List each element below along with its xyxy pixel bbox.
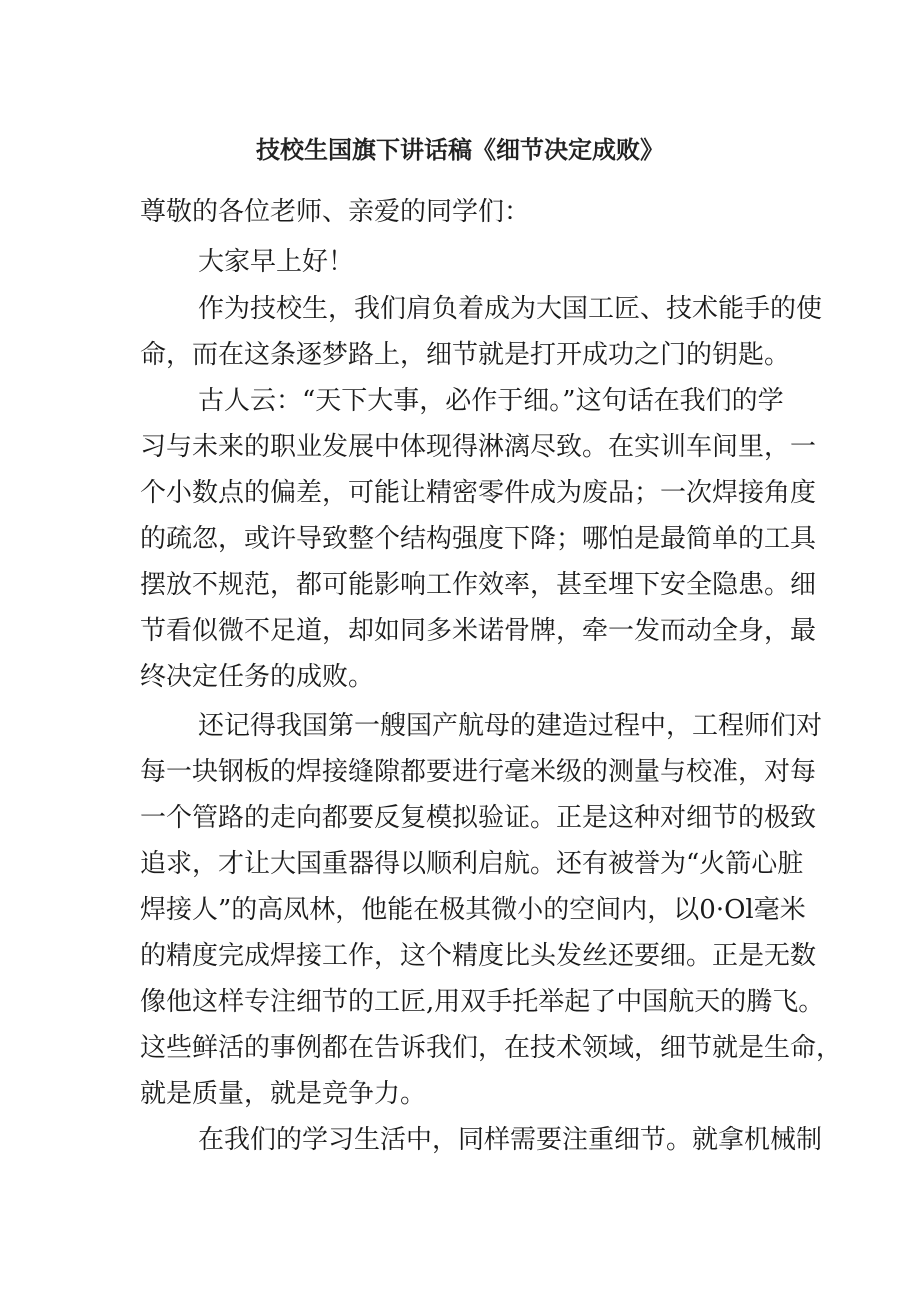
paragraph-line: 在我们的学习生活中，同样需要注重细节。就拿机械制	[198, 1125, 823, 1155]
paragraph-line: 习与未来的职业发展中体现得淋漓尽致。在实训车间里，一	[140, 432, 817, 462]
paragraph-line: 命，而在这条逐梦路上，细节就是打开成功之门的钥匙。	[140, 340, 791, 370]
greeting: 大家早上好！	[198, 247, 355, 277]
paragraph-line: 这些鲜活的事例都在告诉我们，在技术领域，细节就是生命，	[140, 1033, 843, 1063]
paragraph-line: 焊接人”的高凤林，他能在极其微小的空间内，以0·Ol毫米	[140, 895, 806, 925]
salutation: 尊敬的各位老师、亲爱的同学们：	[140, 197, 531, 227]
paragraph-line: 每一块钢板的焊接缝隙都要进行毫米级的测量与校准，对每	[140, 757, 817, 787]
paragraph-line: 还记得我国第一艘国产航母的建造过程中，工程师们对	[198, 711, 823, 741]
paragraph-line: 个小数点的偏差，可能让精密零件成为废品；一次焊接角度	[140, 478, 817, 508]
paragraph-line: 就是质量，就是竞争力。	[140, 1079, 427, 1109]
paragraph-line: 像他这样专注细节的工匠,用双手托举起了中国航天的腾飞。	[140, 987, 825, 1017]
paragraph-line: 追求，才让大国重器得以顺利启航。还有被誉为“火箭心脏	[140, 849, 804, 879]
paragraph-line: 的疏忽，或许导致整个结构强度下降；哪怕是最简单的工具	[140, 524, 817, 554]
paragraph-line: 古人云：“天下大事，必作于细。”这句话在我们的学	[198, 386, 784, 416]
paragraph-line: 的精度完成焊接工作，这个精度比头发丝还要细。正是无数	[140, 941, 817, 971]
paragraph-line: 摆放不规范，都可能影响工作效率，甚至埋下安全隐患。细	[140, 570, 817, 600]
paragraph-line: 一个管路的走向都要反复模拟验证。正是这种对细节的极致	[140, 803, 817, 833]
paragraph-line: 终决定任务的成败。	[140, 662, 375, 692]
document-title: 技校生国旗下讲话稿《细节决定成败》	[256, 136, 664, 164]
paragraph-line: 节看似微不足道，却如同多米诺骨牌，牵一发而动全身，最	[140, 616, 817, 646]
paragraph-line: 作为技校生，我们肩负着成为大国工匠、技术能手的使	[198, 294, 823, 324]
